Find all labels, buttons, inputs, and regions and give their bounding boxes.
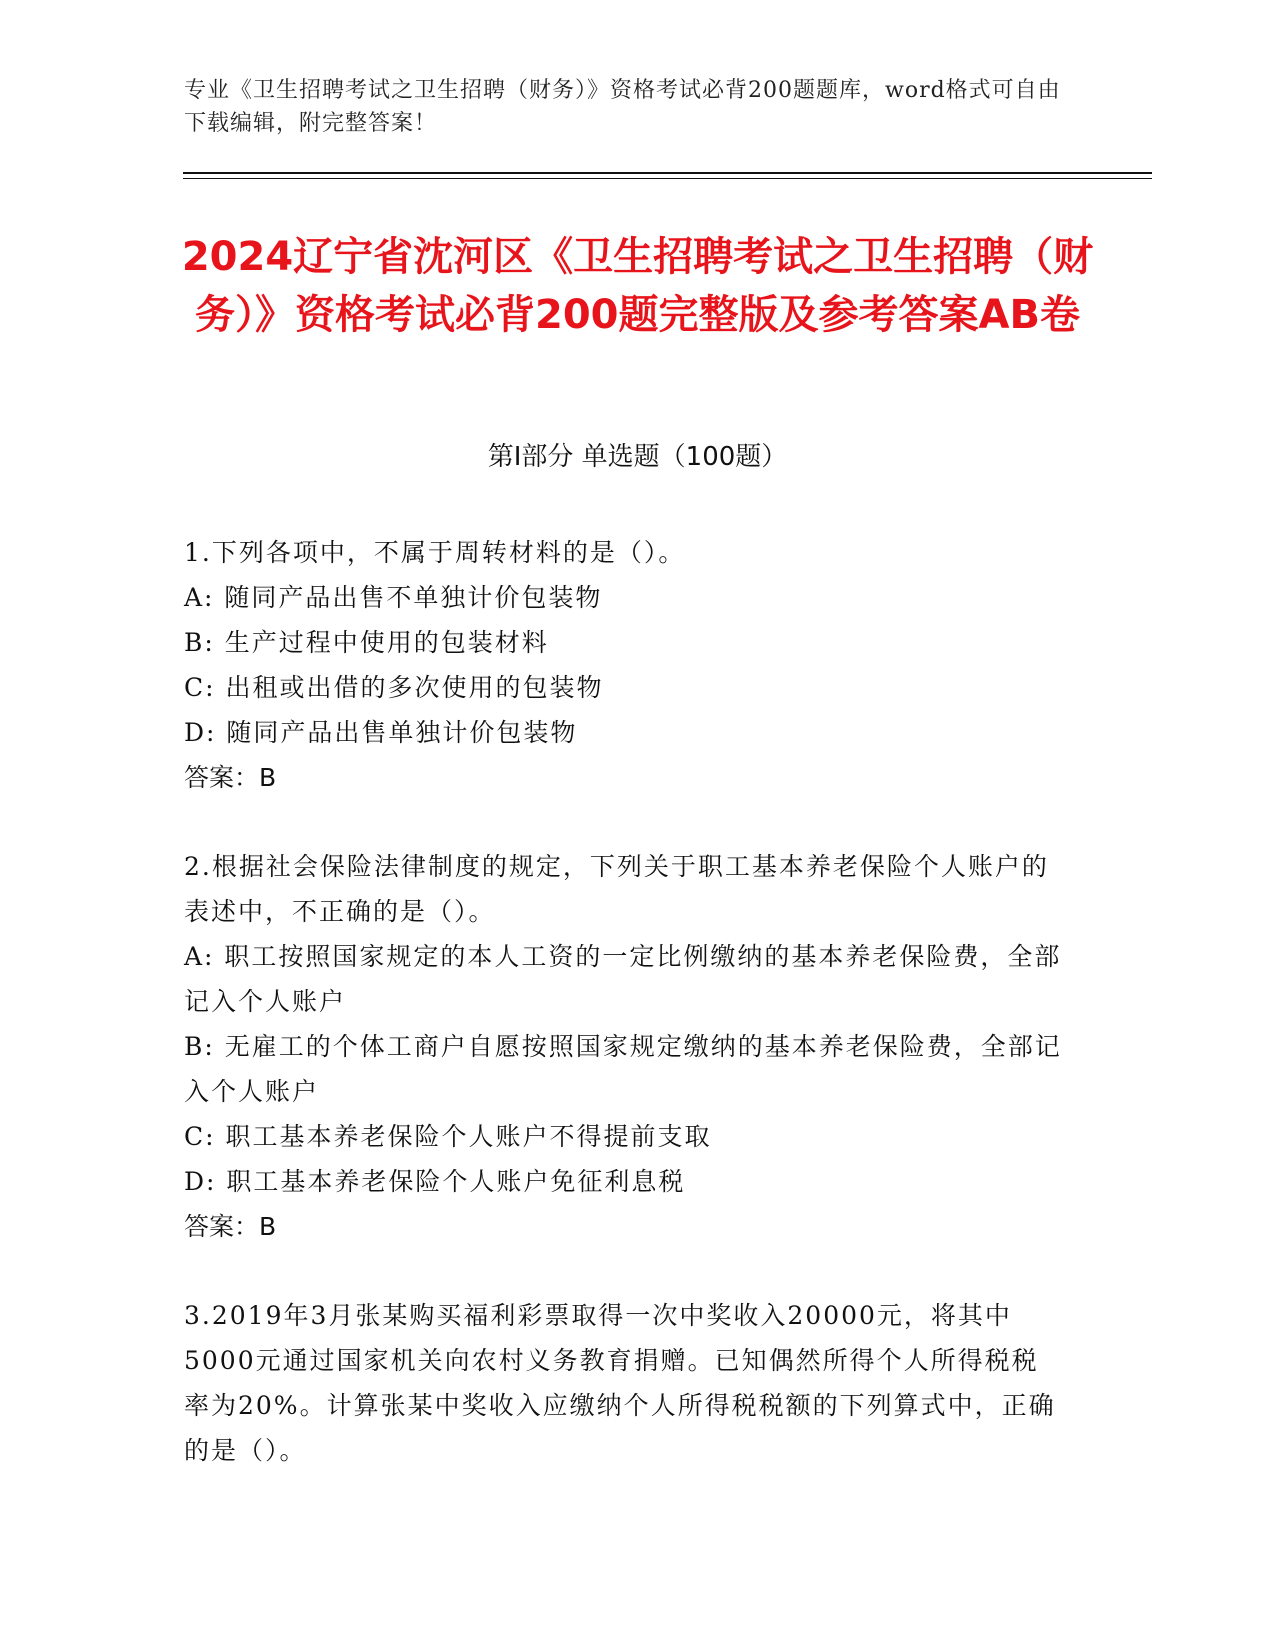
question-1 [184,530,1064,800]
header-note: 专业《卫生招聘考试之卫生招聘（财务）》资格考试必背200题题库，word格式可自由下载编辑，附完整答案！ [184,78,1061,136]
question-3 [184,1293,1064,1473]
question-2 [184,844,1064,1249]
option-a: A: 职工按照国家规定的本人工资的一定比例缴纳的基本养老保险费，全部记入个人账户 [184,942,1062,1016]
question-stem: 1.下列各项中，不属于周转材料的是（）。 [184,538,686,567]
question-stem: 2.根据社会保险法律制度的规定，下列关于职工基本养老保险个人账户的表述中，不正确的是（）。 [184,852,1049,926]
header-divider-thick [183,172,1152,174]
answer: 答案：B [184,1212,277,1241]
option-b: B: 生产过程中使用的包装材料 [184,628,549,657]
option-a: A: 随同产品出售不单独计价包装物 [184,583,603,612]
question-stem: 3.2019年3月张某购买福利彩票取得一次中奖收入20000元，将其中5000元通过国家机关向农村义务教育捐赠。已知偶然所得个人所得税税率为20%。计算张某中奖收入应缴纳个人所得税税额的下列算式中，正确的是（）。 [184,1301,1056,1465]
section-heading: 第I部分 单选题（100题） [487,442,788,472]
option-c: C: 出租或出借的多次使用的包装物 [184,673,604,702]
question-list [184,530,1064,1517]
answer: 答案：B [184,763,277,792]
option-d: D: 随同产品出售单独计价包装物 [184,718,578,747]
option-d: D: 职工基本养老保险个人账户免征利息税 [184,1167,686,1196]
document-title: 2024辽宁省沈河区《卫生招聘考试之卫生招聘（财务）》资格考试必背200题完整版及参考答案AB卷 [181,234,1094,338]
option-b: B: 无雇工的个体工商户自愿按照国家规定缴纳的基本养老保险费，全部记入个人账户 [184,1032,1062,1106]
header-divider-thin [183,178,1152,179]
option-c: C: 职工基本养老保险个人账户不得提前支取 [184,1122,712,1151]
